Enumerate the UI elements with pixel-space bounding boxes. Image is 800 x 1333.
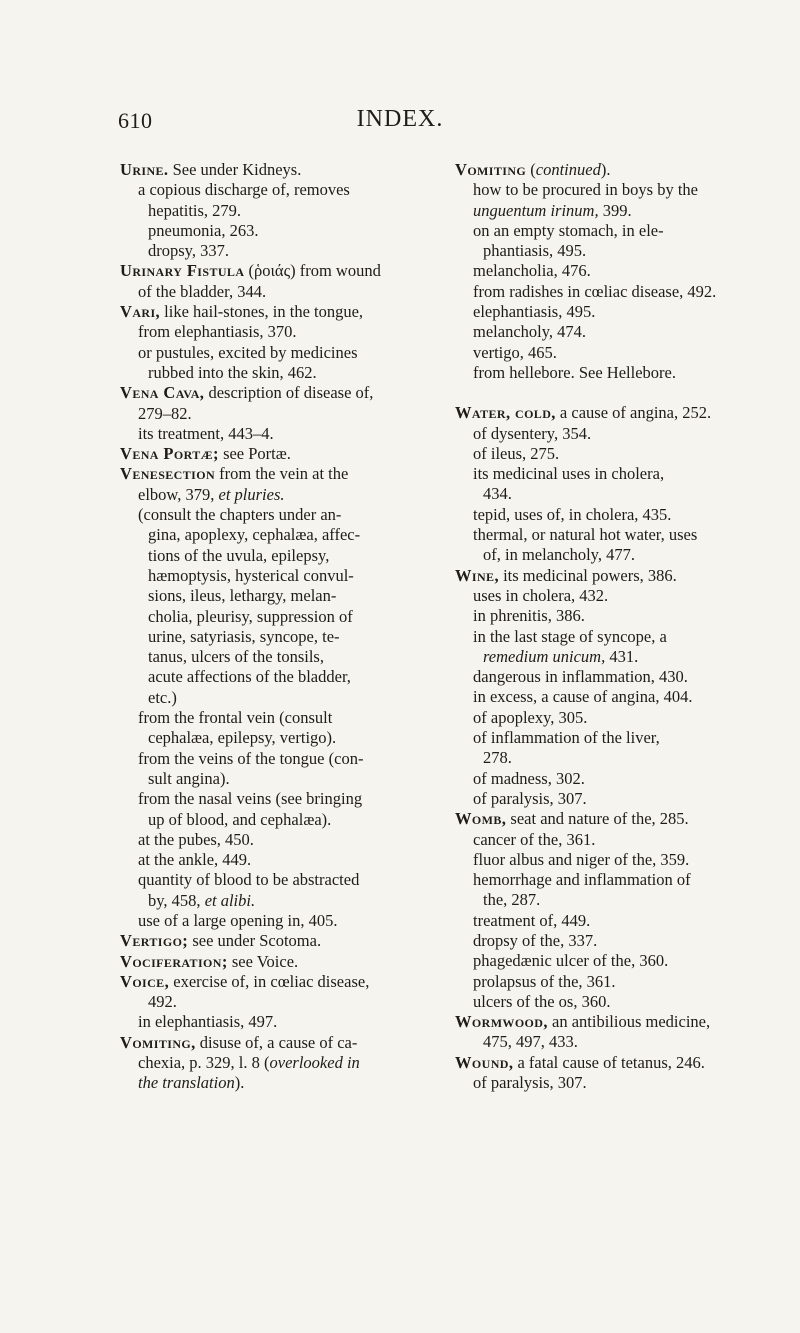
index-entry-text: at the ankle, 449. <box>138 850 252 870</box>
index-subentry <box>455 1073 790 1093</box>
index-entry-text: a copious discharge of, removes <box>138 180 350 200</box>
index-continuation <box>120 992 450 1012</box>
index-continuation <box>455 647 790 667</box>
index-entry-text: of, in melancholy, 477. <box>483 545 635 565</box>
index-entry-text: its treatment, 443–4. <box>138 423 274 443</box>
index-entry <box>120 952 450 972</box>
index-entry-text: its medicinal powers, 386. <box>498 565 677 585</box>
index-entry-text: at the pubes, 450. <box>138 829 254 849</box>
index-entry-text: disuse of, a cause of ca- <box>195 1032 358 1052</box>
index-entry-text: of ileus, 275. <box>473 443 560 463</box>
index-subentry <box>455 870 790 890</box>
index-entry-text: of paralysis, 307. <box>473 1073 587 1093</box>
index-entry-text: 399. <box>598 200 632 220</box>
index-subentry <box>120 322 450 342</box>
index-entry-text: see under Scotoma. <box>188 931 322 951</box>
index-entry-text: of paralysis, 307. <box>473 788 587 808</box>
index-subentry <box>455 627 790 647</box>
index-entry-text: pneumonia, 263. <box>148 220 259 240</box>
index-entry-text: from the vein at the <box>215 464 349 484</box>
index-entry-text: tepid, uses of, in cholera, 435. <box>473 504 672 524</box>
index-entry-text: melancholia, 476. <box>473 261 591 281</box>
index-entry-text: ). <box>600 160 611 179</box>
page-number: 610 <box>118 108 153 133</box>
index-entry-text: tions of the uvula, epilepsy, <box>148 545 330 565</box>
index-subentry <box>455 525 790 545</box>
index-entry-text: fluor albus and niger of the, 359. <box>473 849 690 869</box>
index-headword: Voice, <box>120 971 170 991</box>
index-subentry <box>455 586 790 606</box>
index-entry-text: its medicinal uses in cholera, <box>473 464 665 484</box>
index-continuation <box>455 1032 790 1052</box>
index-entry-text: tanus, ulcers of the tonsils, <box>148 647 324 667</box>
index-entry-text: rubbed into the skin, 462. <box>148 362 317 382</box>
index-subentry <box>455 363 790 383</box>
index-subentry <box>455 282 790 302</box>
index-headword: Vomiting <box>455 160 527 179</box>
index-subentry <box>455 687 790 707</box>
page-header <box>0 104 800 144</box>
index-entry-text: of dysentery, 354. <box>473 423 592 443</box>
index-continuation <box>120 810 450 830</box>
index-continuation <box>455 545 790 565</box>
index-subentry <box>120 1012 450 1032</box>
index-entry-text: phagedænic ulcer of the, 360. <box>473 951 669 971</box>
index-entry-text: see Portæ. <box>218 444 291 464</box>
index-headword: Water, cold, <box>455 403 556 423</box>
index-continuation <box>120 769 450 789</box>
index-subentry <box>120 850 450 870</box>
index-entry-text: of the bladder, 344. <box>138 281 267 301</box>
index-subentry <box>455 951 790 971</box>
index-entry-text: cancer of the, 361. <box>473 829 596 849</box>
index-subentry <box>455 789 790 809</box>
index-entry-text: ulcers of the os, 360. <box>473 991 611 1011</box>
index-entry-text: see Voice. <box>227 951 299 971</box>
index-continuation <box>120 891 450 911</box>
index-subentry <box>455 444 790 464</box>
index-subentry <box>120 424 450 444</box>
index-subentry <box>120 789 450 809</box>
index-entry-text: description of disease of, <box>204 383 374 403</box>
index-entry-text: in phrenitis, 386. <box>473 606 585 626</box>
index-subentry <box>120 180 450 200</box>
index-entry-text: hæmoptysis, hysterical convul- <box>148 565 354 585</box>
index-subentry <box>455 221 790 241</box>
index-entry-text: seat and nature of the, 285. <box>506 809 689 829</box>
index-headword: Vociferation; <box>120 951 228 971</box>
index-entry-text: dangerous in inflammation, 430. <box>473 667 688 687</box>
index-entry <box>120 1033 450 1053</box>
index-subentry <box>455 201 790 221</box>
index-subentry <box>455 464 790 484</box>
index-subentry <box>120 749 450 769</box>
index-headword: Wound, <box>455 1052 514 1072</box>
index-continuation <box>120 363 450 383</box>
index-continuation <box>120 525 450 545</box>
index-subentry <box>455 931 790 951</box>
index-entry-text: ( <box>526 160 536 179</box>
index-entry-text: quantity of blood to be abstracted <box>138 870 360 890</box>
index-headword: Wormwood, <box>455 1012 548 1032</box>
index-entry-text: up of blood, and cephalæa). <box>148 809 332 829</box>
index-headword: Vari, <box>120 302 161 322</box>
index-entry-text: cholia, pleurisy, suppression of <box>148 606 353 626</box>
index-entry-text: 279–82. <box>138 403 192 423</box>
index-continuation <box>120 627 450 647</box>
index-subentry <box>455 830 790 850</box>
index-continuation <box>455 748 790 768</box>
index-continuation <box>120 586 450 606</box>
index-entry-text: cephalæa, epilepsy, vertigo). <box>148 728 337 748</box>
index-subentry <box>455 850 790 870</box>
running-head: INDEX. <box>356 106 444 132</box>
index-entry-text: of inflammation of the liver, <box>473 728 660 748</box>
index-entry-text: of madness, 302. <box>473 768 585 788</box>
index-subentry <box>120 830 450 850</box>
index-headword: Vena Portæ; <box>120 444 219 464</box>
index-entry-text: an antibilious medicine, <box>547 1012 711 1032</box>
index-entry-text: chexia, p. 329, l. 8 ( <box>138 1053 270 1073</box>
index-entry-text: uses in cholera, 432. <box>473 585 609 605</box>
index-italic-text: et pluries. <box>218 484 285 504</box>
index-entry-text: the, 287. <box>483 890 541 910</box>
index-entry <box>120 302 450 322</box>
index-subentry <box>120 505 450 525</box>
index-subentry <box>455 424 790 444</box>
index-entry-text: See under Kidneys. <box>168 160 302 179</box>
index-italic-text: et alibi. <box>204 890 256 910</box>
index-entry-text: from the veins of the tongue (con- <box>138 748 364 768</box>
index-subentry <box>455 261 790 281</box>
index-entry-text: phantiasis, 495. <box>483 241 587 261</box>
index-subentry <box>455 606 790 626</box>
index-entry <box>120 444 450 464</box>
index-entry-text: (ῥοιάς) from wound <box>244 261 381 281</box>
index-entry-text: a fatal cause of tetanus, 246. <box>513 1052 705 1072</box>
index-continuation <box>120 566 450 586</box>
index-entry <box>455 403 790 423</box>
index-entry-text: how to be procured in boys by the <box>473 180 698 200</box>
index-subentry <box>455 972 790 992</box>
index-subentry <box>120 485 450 505</box>
index-subentry <box>455 769 790 789</box>
index-subentry <box>120 911 450 931</box>
index-subentry <box>455 322 790 342</box>
index-entry-text: a cause of angina, 252. <box>555 403 712 423</box>
index-entry-text: 431. <box>605 646 639 666</box>
index-italic-text: continued <box>535 160 601 179</box>
index-entry-text: melancholy, 474. <box>473 322 587 342</box>
index-entry-text: etc.) <box>148 687 177 707</box>
index-entry-text: ). <box>234 1073 245 1093</box>
index-column-left <box>120 160 450 1094</box>
index-entry <box>120 160 450 180</box>
index-entry-text: from radishes in cœliac disease, 492. <box>473 281 717 301</box>
index-subentry <box>120 1053 450 1073</box>
index-headword: Vomiting, <box>120 1032 196 1052</box>
index-italic-text: remedium unicum, <box>483 646 606 666</box>
index-entry-text: 475, 497, 433. <box>483 1032 578 1052</box>
index-entry-text: treatment of, 449. <box>473 910 591 930</box>
index-entry-text: exercise of, in cœliac disease, <box>169 971 370 991</box>
index-subentry <box>120 404 450 424</box>
index-continuation <box>120 221 450 241</box>
index-entry-text: on an empty stomach, in ele- <box>473 220 664 240</box>
index-entry-text: of apoplexy, 305. <box>473 707 588 727</box>
index-entry-text: by, 458, <box>148 890 205 910</box>
index-entry <box>120 972 450 992</box>
index-headword: Venesection <box>120 464 216 484</box>
index-entry-text: prolapsus of the, 361. <box>473 971 616 991</box>
index-subentry <box>455 343 790 363</box>
index-entry-text: 278. <box>483 748 512 768</box>
index-entry-text: sult angina). <box>148 768 230 788</box>
index-subentry <box>120 282 450 302</box>
index-headword: Vena Cava, <box>120 383 205 403</box>
index-entry <box>120 931 450 951</box>
index-continuation <box>120 728 450 748</box>
index-italic-text: the translation <box>138 1073 235 1093</box>
index-entry <box>455 809 790 829</box>
index-subentry <box>120 708 450 728</box>
index-entry-text: gina, apoplexy, cephalæa, affec- <box>148 525 361 545</box>
index-continuation <box>120 647 450 667</box>
index-entry <box>455 160 790 180</box>
index-entry-text: like hail-stones, in the tongue, <box>160 302 364 322</box>
index-subentry <box>455 302 790 322</box>
index-subentry <box>120 343 450 363</box>
index-entry-text: hepatitis, 279. <box>148 200 242 220</box>
index-headword: Womb, <box>455 809 507 829</box>
index-headword: Urinary Fistula <box>120 261 245 281</box>
index-entry-text: in the last stage of syncope, a <box>473 626 667 646</box>
index-continuation <box>120 688 450 708</box>
index-entry <box>455 1053 790 1073</box>
index-continuation <box>120 241 450 261</box>
index-entry-text: from the frontal vein (consult <box>138 708 333 728</box>
index-entry-text: from the nasal veins (see bringing <box>138 789 363 809</box>
index-entry-text: in elephantiasis, 497. <box>138 1012 278 1032</box>
index-continuation <box>455 484 790 504</box>
index-subentry <box>120 870 450 890</box>
index-subentry <box>455 708 790 728</box>
index-entry-text: elbow, 379, <box>138 484 219 504</box>
index-entry <box>455 1012 790 1032</box>
index-subentry <box>455 505 790 525</box>
index-entry-text: acute affections of the bladder, <box>148 667 351 687</box>
index-entry-text: hemorrhage and inflammation of <box>473 870 691 890</box>
index-continuation <box>455 241 790 261</box>
index-entry-text: dropsy of the, 337. <box>473 930 598 950</box>
index-continuation <box>120 667 450 687</box>
index-italic-text: unguentum irinum, <box>473 200 599 220</box>
index-subentry <box>455 911 790 931</box>
index-entry-text: elephantiasis, 495. <box>473 302 596 322</box>
index-entry-text: sions, ileus, lethargy, melan- <box>148 586 337 606</box>
index-entry-text: vertigo, 465. <box>473 342 557 362</box>
index-entry <box>455 566 790 586</box>
index-entry-text: or pustules, excited by medicines <box>138 342 358 362</box>
index-entry-text: dropsy, 337. <box>148 241 229 261</box>
index-subentry <box>455 728 790 748</box>
index-entry-text: from hellebore. See Hellebore. <box>473 362 676 382</box>
index-subentry <box>455 992 790 1012</box>
index-continuation <box>120 201 450 221</box>
index-entry-text: from elephantiasis, 370. <box>138 322 297 342</box>
index-subentry <box>455 667 790 687</box>
index-subentry <box>120 1073 450 1093</box>
index-entry-text: use of a large opening in, 405. <box>138 910 338 930</box>
index-entry <box>120 383 450 403</box>
index-entry-text: in excess, a cause of angina, 404. <box>473 687 693 707</box>
index-subentry <box>455 180 790 200</box>
index-headword: Urine. <box>120 160 169 179</box>
index-entry-text: 434. <box>483 484 512 504</box>
index-column-right <box>455 160 790 1093</box>
index-continuation <box>120 607 450 627</box>
index-entry-text: urine, satyriasis, syncope, te- <box>148 626 340 646</box>
index-entry <box>120 261 450 281</box>
index-italic-text: overlooked in <box>269 1053 360 1073</box>
index-continuation <box>120 546 450 566</box>
index-entry <box>120 464 450 484</box>
index-entry-text: thermal, or natural hot water, uses <box>473 525 698 545</box>
index-continuation <box>455 890 790 910</box>
index-headword: Wine, <box>455 565 499 585</box>
index-headword: Vertigo; <box>120 931 189 951</box>
index-entry-text: 492. <box>148 992 177 1012</box>
index-entry-text: (consult the chapters under an- <box>138 505 342 525</box>
entry-spacer <box>455 383 790 403</box>
